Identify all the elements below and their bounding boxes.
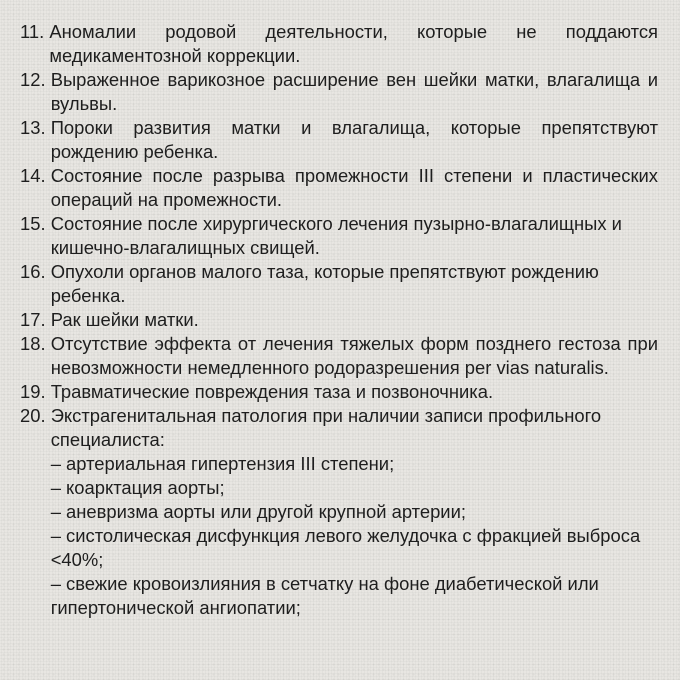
item-number: 15.: [20, 213, 51, 234]
sub-item: – свежие кровоизлияния в сетчатку на фоне диабетической или гипертонической ангиопатии;: [50, 573, 599, 618]
sub-item: – коарктация аорты;: [50, 477, 225, 498]
sub-item: – систолическая дисфункция левого желудочка с фракцией выброса <40%;: [50, 525, 641, 570]
item-number: 20.: [20, 405, 51, 426]
contraindication-list: [20, 20, 658, 620]
item-number: 16.: [20, 261, 51, 282]
item-number: 17.: [20, 309, 51, 330]
list-item: [20, 380, 658, 404]
sub-item: – артериальная гипертензия III степени;: [50, 453, 395, 474]
list-item: [20, 308, 658, 332]
item-text: Опухоли органов малого таза, которые препятствуют рождению ребенка.: [50, 261, 599, 306]
item-text: Состояние после разрыва промежности III степени и пластических операций на промежности.: [50, 165, 658, 210]
item-text: Выраженное варикозное расширение вен шейки матки, влагалища и вульвы.: [50, 69, 658, 114]
item-number: 12.: [20, 69, 51, 90]
sub-item: – аневризма аорты или другой крупной артерии;: [50, 501, 466, 522]
list-item: [20, 20, 658, 68]
item-text: Состояние после хирургического лечения пузырно-влагалищных и кишечно-влагалищных свищей.: [50, 213, 622, 258]
list-item: [20, 68, 658, 116]
list-item: [20, 332, 658, 380]
item-number: 18.: [20, 333, 51, 354]
list-item: [20, 164, 658, 212]
item-text: Экстрагенитальная патология при наличии записи профильного специалиста:: [50, 405, 602, 450]
item-text: Травматические повреждения таза и позвоночника.: [50, 381, 494, 402]
item-number: 19.: [20, 381, 51, 402]
item-text: Рак шейки матки.: [50, 309, 199, 330]
item-number: 13.: [20, 117, 51, 138]
item-number: 14.: [20, 165, 51, 186]
list-item: [20, 404, 658, 620]
list-item: [20, 212, 658, 260]
item-text: Пороки развития матки и влагалища, которые препятствуют рождению ребенка.: [50, 117, 658, 162]
list-item: [20, 260, 658, 308]
item-number: 11.: [20, 21, 50, 42]
item-text: Отсутствие эффекта от лечения тяжелых форм позднего гестоза при невозможности немедленного родоразрешения per vias naturalis.: [50, 333, 658, 378]
item-text: Аномалии родовой деятельности, которые не поддаются медикаментозной коррекции.: [49, 21, 658, 66]
list-item: [20, 116, 658, 164]
